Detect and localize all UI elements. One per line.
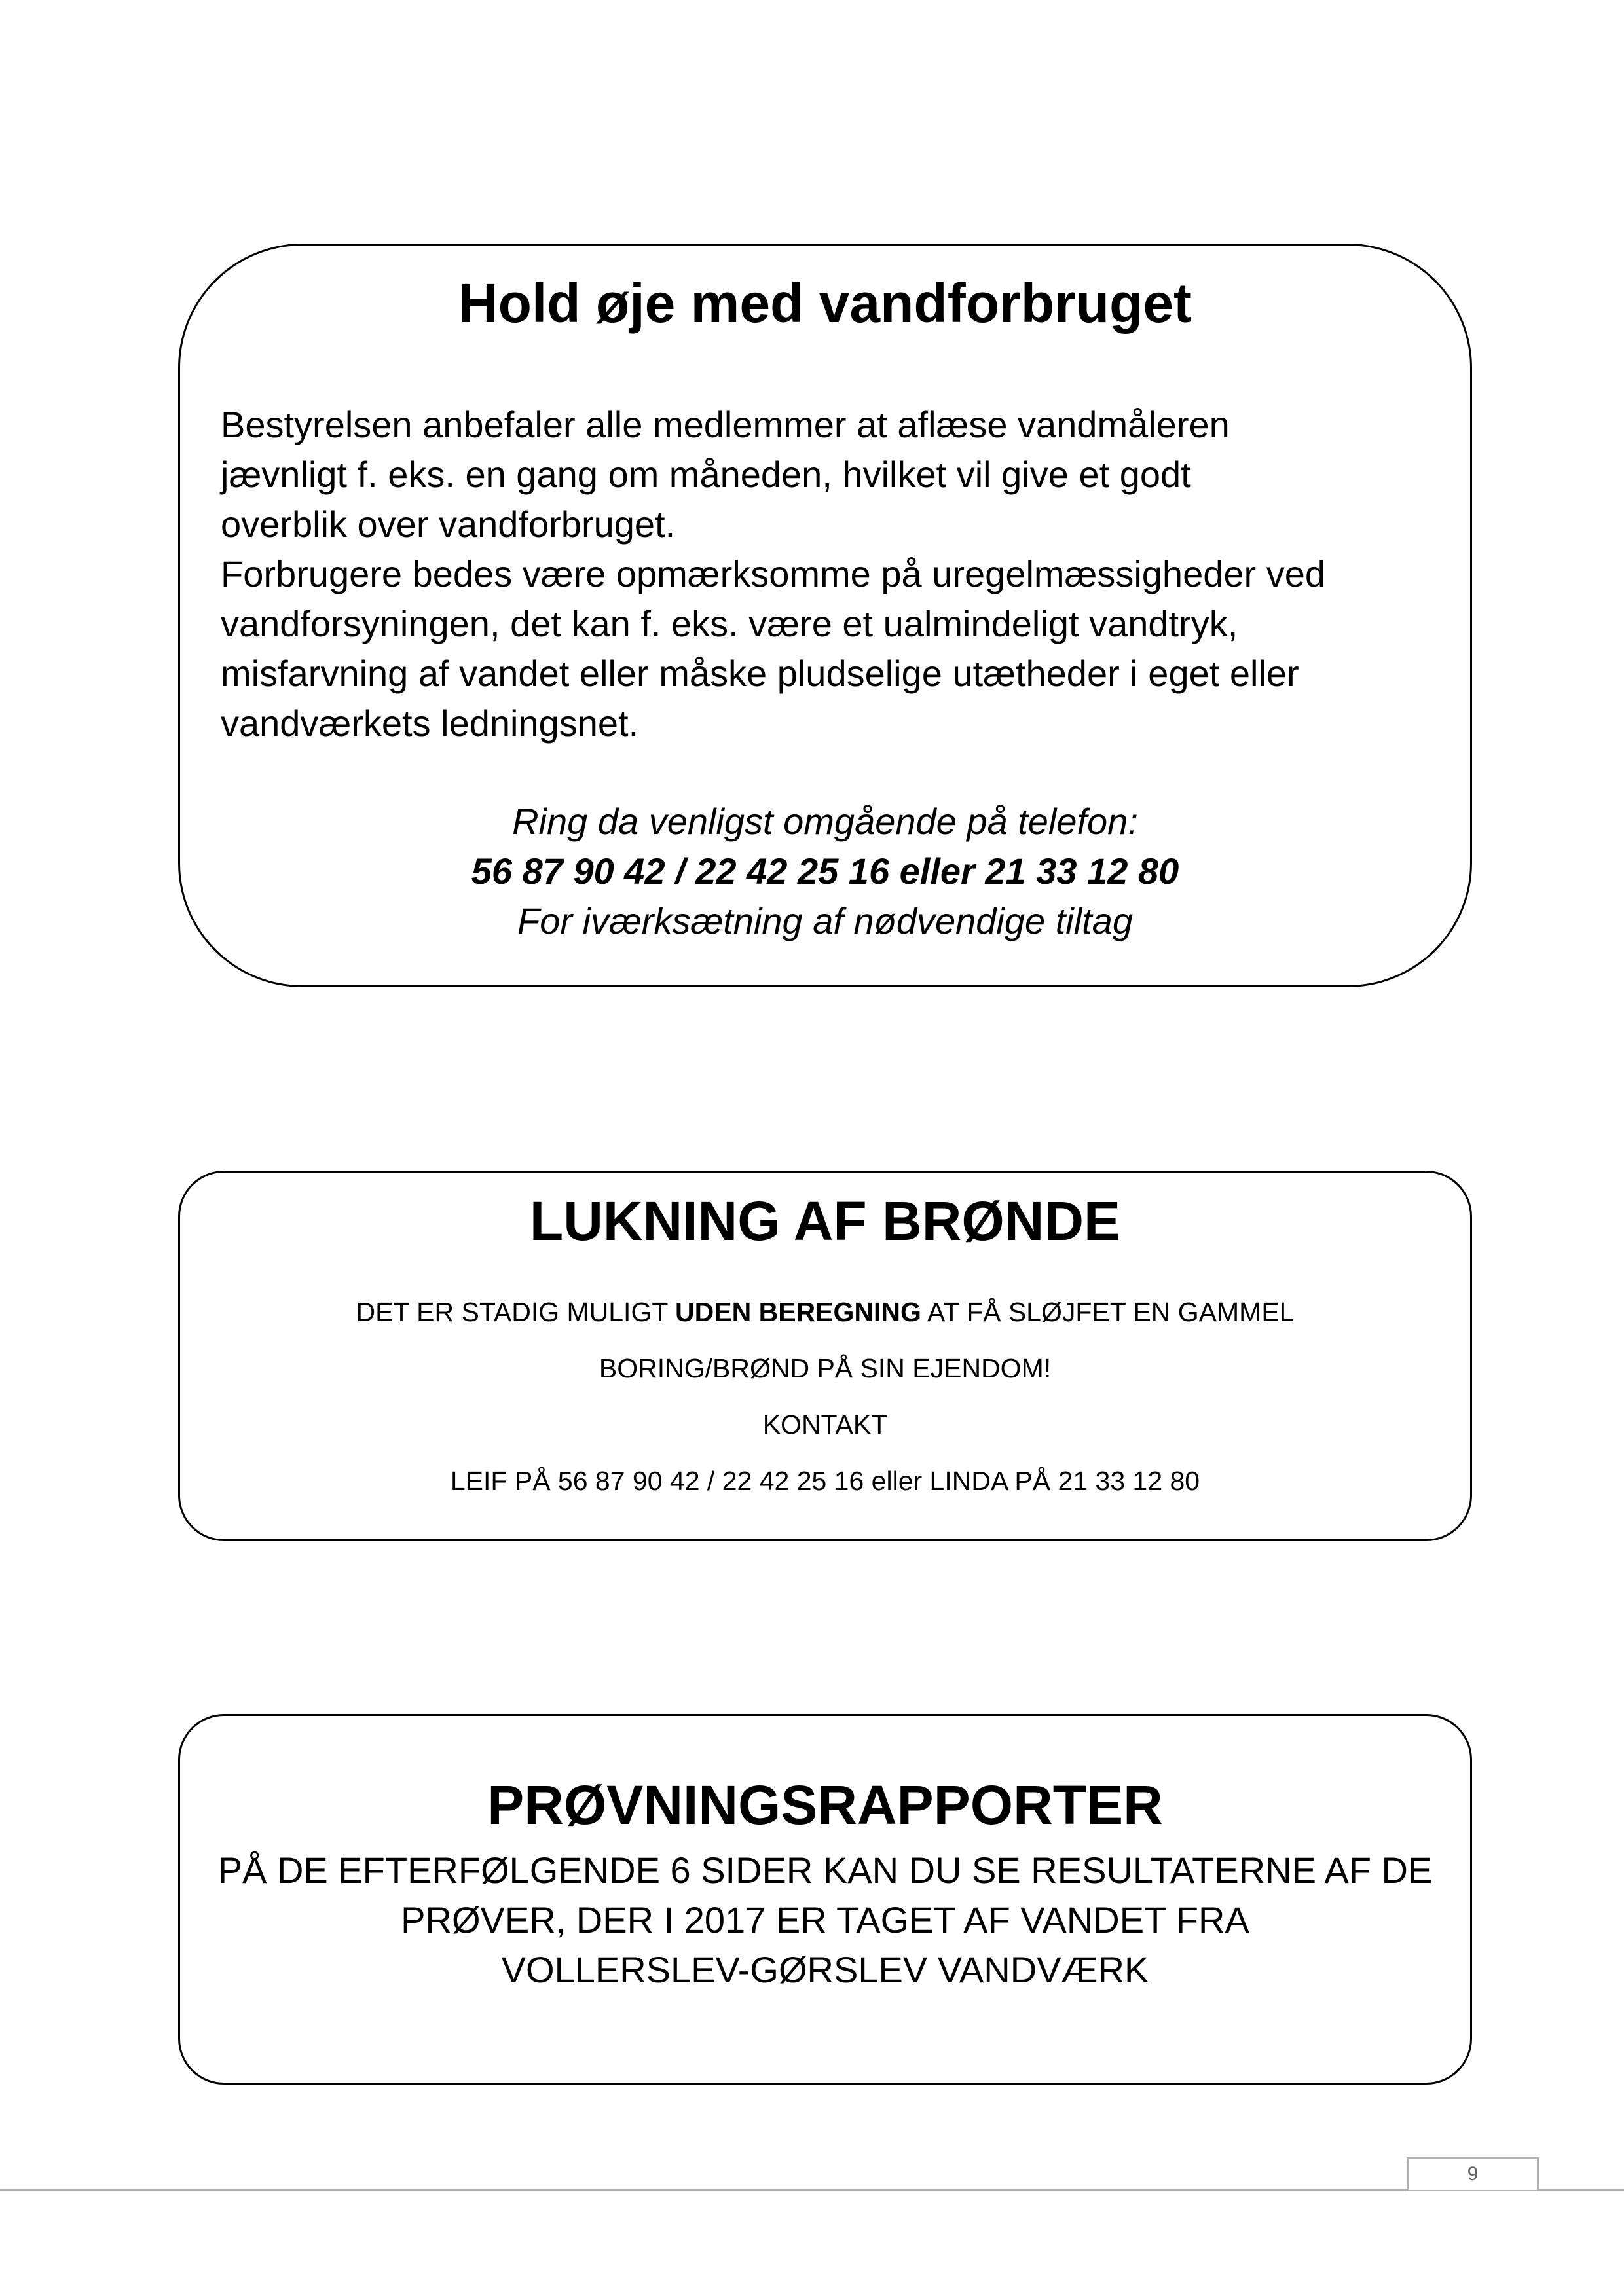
well-closure-box	[178, 1171, 1472, 1541]
call-instruction: Ring da venligst omgående på telefon:	[512, 801, 1138, 842]
test-reports-line: PRØVER, DER I 2017 ER TAGET AF VANDET FRA	[401, 1899, 1249, 1941]
paragraph-irregularities	[221, 549, 1431, 748]
test-reports-title: PRØVNINGSRAPPORTER	[487, 1774, 1163, 1836]
test-reports-line: PÅ DE EFTERFØLGENDE 6 SIDER KAN DU SE RESULTATERNE AF DE	[217, 1850, 1433, 1891]
body-line: jævnligt f. eks. en gang om måneden, hvilket vil give et godt	[221, 454, 1191, 495]
body-line: vandforsyningen, det kan f. eks. være et ualmindeligt vandtryk,	[221, 603, 1238, 644]
test-reports-body	[180, 1846, 1470, 1995]
page-number: 9	[1407, 2157, 1539, 2190]
test-reports-box	[178, 1714, 1472, 2085]
body-line: Bestyrelsen anbefaler alle medlemmer at aflæse vandmåleren	[221, 404, 1230, 445]
well-closure-title: LUKNING AF BRØNDE	[529, 1190, 1121, 1252]
water-usage-title: Hold øje med vandforbruget	[458, 272, 1192, 334]
paragraph-recommendation	[221, 400, 1431, 549]
well-closure-line: BORING/BRØND PÅ SIN EJENDOM!	[599, 1353, 1052, 1383]
emphasis-text: UDEN BEREGNING	[675, 1297, 921, 1327]
body-line: overblik over vandforbruget.	[221, 503, 676, 545]
test-reports-line: VOLLERSLEV-GØRSLEV VANDVÆRK	[501, 1949, 1149, 1990]
line-text: AT FÅ SLØJFET EN GAMMEL	[921, 1297, 1295, 1327]
body-line: Forbrugere bedes være opmærksomme på uregelmæssigheder ved	[221, 553, 1325, 594]
phone-numbers: 56 87 90 42 / 22 42 25 16 eller 21 33 12 80	[471, 850, 1179, 892]
well-closure-line	[180, 1284, 1470, 1340]
water-usage-body	[221, 400, 1431, 748]
line-text: DET ER STADIG MULIGT	[356, 1297, 676, 1327]
contact-block	[180, 797, 1470, 946]
body-line: vandværkets ledningsnet.	[221, 702, 639, 744]
call-purpose: For iværksætning af nødvendige tiltag	[517, 900, 1133, 941]
water-usage-box	[178, 244, 1472, 987]
well-closure-body	[180, 1284, 1470, 1509]
body-line: misfarvning af vandet eller måske pludselige utætheder i eget eller	[221, 653, 1299, 694]
contact-phones: LEIF PÅ 56 87 90 42 / 22 42 25 16 eller LINDA PÅ 21 33 12 80	[450, 1466, 1200, 1496]
contact-label: KONTAKT	[762, 1410, 888, 1440]
footer-rule	[0, 2189, 1624, 2191]
